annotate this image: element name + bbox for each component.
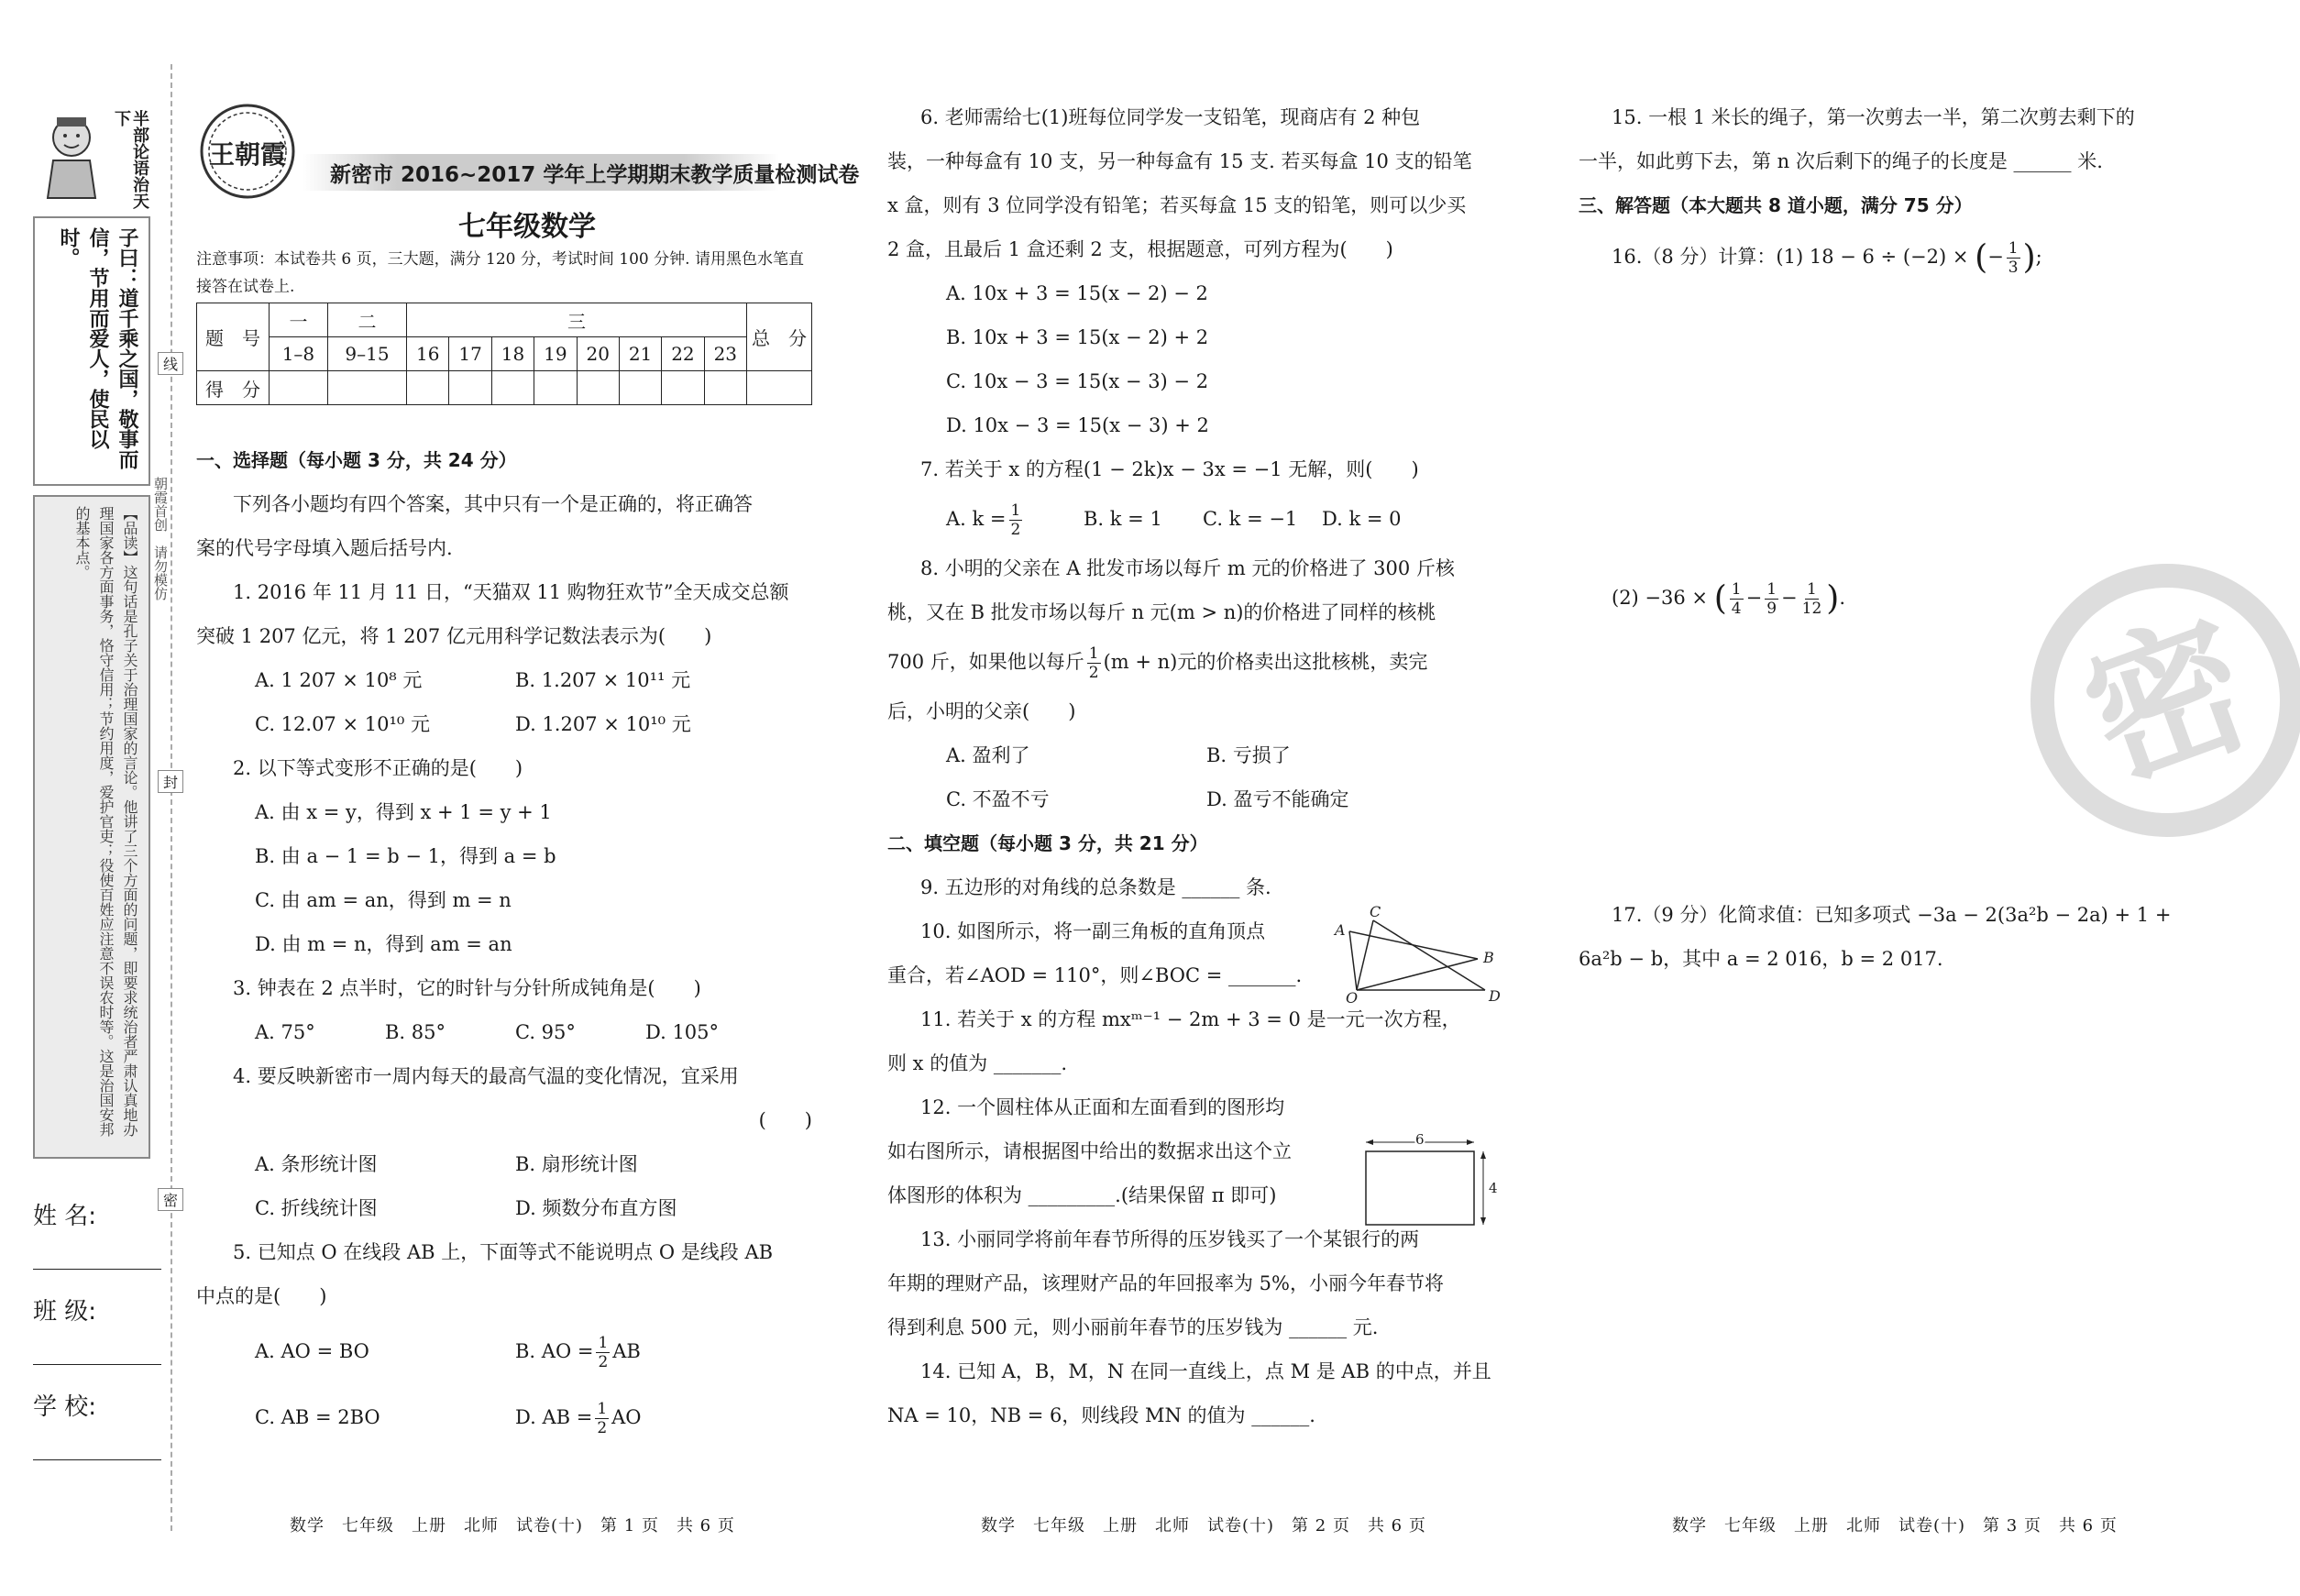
score-cell[interactable] (449, 371, 491, 405)
question-text: 12. 一个圆柱体从正面和左面看到的图形均 (920, 1096, 1285, 1118)
class-input[interactable] (33, 1364, 161, 1365)
question-text: 桃，又在 B 批发市场以每斤 n 元(m > n)的价格进了同样的核桃 (887, 601, 1436, 623)
cut-line (171, 64, 172, 1531)
page3-column: 15. 一根 1 米长的绳子，第一次剪去一半，第二次剪去剩下的 一半，如此剪下去，第 n 次后剩下的绳子的长度是 ______ 米. 三、解答题（本大题共 8 道小题，满分 75 分） 16.（8 分）计算：(1) 18 − 6 ÷ (−2) × (− $\frac{1}{3}$ ); (1579, 95, 2202, 286)
q16-part2: (2) −36 × ( $\frac{1}{4}$ − $\frac{1}{9}$ − $\frac{1}{12}$ ). (1612, 579, 1845, 618)
sidebar-banner: 半部论语治天下 (112, 110, 149, 209)
question-text: 突破 1 207 亿元，将 1 207 亿元用科学记数法表示为( ) (196, 625, 712, 647)
option-a: A. 盈利了 (946, 744, 1030, 766)
option-c: C. AB = 2BO (255, 1406, 380, 1428)
fraction (1800, 580, 1824, 618)
question-text: 3. 钟表在 2 点半时，它的时针与分针所成钝角是( ) (233, 977, 701, 999)
question-text: 则 x 的值为 _______. (887, 1052, 1068, 1074)
table-cell: 18 (491, 337, 534, 371)
publisher-logo (193, 101, 303, 202)
question-text: 700 斤，如果他以每斤 (887, 651, 1084, 673)
option-b: B. 85° (385, 1021, 446, 1043)
comment-box (33, 495, 150, 1159)
rectangle-figure (1357, 1133, 1503, 1230)
option-d (515, 1384, 642, 1450)
page3-footer: 数学 七年级 上册 北师 试卷(十) 第 3 页 共 6 页 (1672, 1516, 2118, 1535)
option-d: D. 盈亏不能确定 (1206, 788, 1349, 810)
question-text: 中点的是( ) (196, 1285, 327, 1307)
frac-num: 1 (1766, 580, 1777, 599)
question-text: 11. 若关于 x 的方程 mxᵐ⁻¹ − 2m + 3 = 0 是一元一次方程， (920, 1008, 1461, 1030)
question-text: (m + n)元的价格卖出这批核桃，卖完 (1103, 651, 1428, 673)
exam-title: 新密市 2016~2017 学年上学期期末教学质量检测试卷 (330, 163, 860, 187)
question-text: 装，一种每盒有 10 支，另一种每盒有 15 支. 若买每盒 10 支的铅笔 (887, 150, 1472, 172)
frac-den: 2 (1010, 521, 1021, 539)
watermark-char: 密 (2063, 589, 2272, 814)
fig-label-o: O (1346, 989, 1359, 1005)
page2-column (887, 95, 1503, 1437)
section-heading: 二、填空题（每小题 3 分，共 21 分） (887, 832, 1208, 854)
option-c: C. 折线统计图 (255, 1197, 378, 1219)
fraction (1087, 644, 1101, 682)
question-text: 6. 老师需给七(1)班每位同学发一支铅笔，现商店有 2 种包 (920, 106, 1421, 128)
table-cell: 16 (407, 337, 449, 371)
cartoon-figure-icon (35, 110, 108, 202)
cut-mark-seal: 封 (158, 770, 183, 793)
q17 (1579, 893, 2171, 981)
page1-footer: 数学 七年级 上册 北师 试卷(十) 第 1 页 共 6 页 (290, 1516, 735, 1535)
fig-label-d: D (1489, 987, 1501, 1005)
option-c: C. 12.07 × 10¹⁰ 元 (255, 713, 430, 735)
cut-mark-line: 线 (158, 352, 183, 375)
table-cell: 23 (704, 337, 746, 371)
question-text: 15. 一根 1 米长的绳子，第一次剪去一半，第二次剪去剩下的 (1612, 106, 2135, 128)
option-b-rhs: AB (612, 1340, 641, 1362)
class-label: 班 级: (33, 1298, 97, 1326)
quote-box (33, 216, 150, 486)
option-a: A. 75° (255, 1021, 315, 1043)
score-table (196, 303, 812, 405)
table-cell: 1–8 (270, 337, 328, 371)
question-text: 17.（9 分）化简求值：已知多项式 −3a − 2(3a²b − 2a) + 1 + (1612, 904, 2172, 926)
question-text: 体图形的体积为 _________.(结果保留 π 即可) (887, 1184, 1277, 1206)
question-text: 14. 已知 A，B，M，N 在同一直线上，点 M 是 AB 的中点，并且 (920, 1360, 1491, 1382)
fraction (2007, 239, 2020, 277)
fraction (1730, 580, 1744, 618)
answer-paren: ( ) (758, 1109, 812, 1131)
table-cell: 21 (619, 337, 661, 371)
option-a: A. 1 207 × 10⁸ 元 (255, 669, 423, 691)
question-text: 5. 已知点 O 在线段 AB 上，下面等式不能说明点 O 是线段 AB (233, 1241, 774, 1263)
right-paren: ) (1826, 579, 1840, 618)
question-text: 如右图所示，请根据图中给出的数据求出这个立 (887, 1140, 1292, 1162)
vertical-note: 朝霞首创 请勿模仿 (152, 477, 169, 600)
page2-footer: 数学 七年级 上册 北师 试卷(十) 第 2 页 共 6 页 (981, 1516, 1426, 1535)
table-header-cell: 三 (407, 303, 747, 337)
option-a-lhs: A. k = (946, 508, 1007, 530)
question-text: 后，小明的父亲( ) (887, 700, 1076, 722)
frac-num: 1 (2008, 239, 2019, 258)
frac-den: 3 (2008, 259, 2019, 277)
score-cell[interactable] (662, 371, 704, 405)
secret-watermark-icon (2030, 563, 2300, 838)
option-b: B. k = 1 (1084, 508, 1162, 530)
option-a (946, 491, 1084, 546)
option-d: D. 由 m = n，得到 am = an (255, 933, 512, 955)
table-cell: 9–15 (327, 337, 406, 371)
cut-mark-secret: 密 (158, 1188, 183, 1211)
option-b: B. 10x + 3 = 15(x − 2) + 2 (946, 326, 1209, 348)
option-a: A. AO = BO (255, 1340, 369, 1362)
question-text: 8. 小明的父亲在 A 批发市场以每斤 m 元的价格进了 300 斤核 (920, 557, 1455, 579)
notice-text: 注意事项：本试卷共 6 页，三大题，满分 120 分，考试时间 100 分钟. 请用黑色水笔直接答在试卷上. (196, 250, 804, 296)
question-text: 2 盒，且最后 1 盒还剩 2 支，根据题意，可列方程为( ) (887, 238, 1393, 260)
score-cell[interactable] (577, 371, 619, 405)
confucius-quote: 子曰：道千乘之国，敬事而信，节用而爱人，使民以时。 (57, 227, 138, 469)
question-text: 16.（8 分）计算：(1) 18 − 6 ÷ (−2) × (1612, 246, 1969, 268)
question-text: 10. 如图所示，将一副三角板的直角顶点 (920, 920, 1266, 942)
question-text: 2. 以下等式变形不正确的是( ) (233, 757, 523, 779)
question-text: NA = 10，NB = 6，则线段 MN 的值为 ______. (887, 1404, 1315, 1426)
question-text: 年期的理财产品，该理财产品的年回报率为 5%，小丽今年春节将 (887, 1272, 1444, 1294)
name-label: 姓 名: (33, 1203, 97, 1230)
right-paren: ) (2022, 238, 2036, 277)
frac-num: 1 (1010, 501, 1021, 520)
option-c: C. 10x − 3 = 15(x − 3) − 2 (946, 370, 1209, 392)
table-cell: 得 分 (197, 371, 270, 405)
question-text: 案的代号字母填入题后括号内. (196, 537, 453, 559)
frac-den: 2 (598, 1353, 609, 1371)
option-c: C. 不盈不亏 (946, 788, 1050, 810)
option-d-lhs: D. AB = (515, 1406, 593, 1428)
table-cell: 17 (449, 337, 491, 371)
score-cell[interactable] (619, 371, 661, 405)
question-text: 9. 五边形的对角线的总条数是 ______ 条. (920, 876, 1271, 898)
fig-label-c: C (1370, 904, 1381, 920)
table-header-cell: 总 分 (747, 303, 812, 371)
question-text: 得到利息 500 元，则小丽前年春节的压岁钱为 ______ 元. (887, 1316, 1379, 1338)
svg-text:王朝霞: 王朝霞 (208, 139, 287, 170)
score-cell[interactable] (270, 371, 328, 405)
fraction (596, 1334, 610, 1371)
question-text: (2) −36 × (1612, 587, 1709, 609)
option-c: C. 由 am = an，得到 m = n (255, 889, 512, 911)
frac-den: 12 (1801, 600, 1822, 618)
table-header-cell: 一 (270, 303, 328, 337)
question-text: 7. 若关于 x 的方程(1 − 2k)x − 3x = −1 无解，则( ) (920, 458, 1419, 480)
option-d: D. 10x − 3 = 15(x − 3) + 2 (946, 414, 1209, 436)
option-b: B. 1.207 × 10¹¹ 元 (515, 669, 691, 691)
table-header-cell: 二 (327, 303, 406, 337)
triangle-figure (1329, 904, 1513, 1005)
score-cell[interactable] (534, 371, 577, 405)
frac-num: 1 (598, 1334, 609, 1352)
rect-width-label: 6 (1415, 1133, 1425, 1148)
subject-title: 七年级数学 (458, 211, 596, 243)
option-d: D. 105° (645, 1021, 720, 1043)
option-d: D. 1.207 × 10¹⁰ 元 (515, 713, 691, 735)
frac-den: 4 (1731, 600, 1742, 618)
option-b (515, 1318, 641, 1384)
frac-num: 1 (1731, 580, 1742, 599)
option-d: D. k = 0 (1322, 508, 1402, 530)
option-a: A. 条形统计图 (255, 1153, 378, 1175)
left-paren: ( (1713, 579, 1727, 618)
comment-text: 【品读】这句话是孔子关于治理国家的言论。他讲了三个方面的问题，即要求统治者严肃认真地办理国家各方面事务，恪守信用；节约用度，爱护官吏；役使百姓应注意不误农时等。这是治国安邦的基本点。 (73, 506, 138, 1137)
name-input[interactable] (33, 1269, 161, 1270)
question-text: x 盒，则有 3 位同学没有铅笔；若买每盒 15 支的铅笔，则可以少买 (887, 194, 1467, 216)
section-heading: 一、选择题（每小题 3 分，共 24 分） (196, 449, 517, 471)
rect-height-label: 4 (1489, 1180, 1498, 1196)
score-cell[interactable] (491, 371, 534, 405)
left-paren: ( (1975, 238, 1988, 277)
school-label: 学 校: (33, 1393, 97, 1421)
fraction (1765, 580, 1778, 618)
score-cell[interactable] (747, 371, 812, 405)
frac-den: 2 (1088, 664, 1099, 682)
table-cell: 22 (662, 337, 704, 371)
fig-label-b: B (1483, 949, 1494, 966)
minus-sign: − (1987, 246, 2004, 268)
option-b: B. 亏损了 (1206, 744, 1291, 766)
fig-label-a: A (1335, 921, 1346, 939)
question-text: 13. 小丽同学将前年春节所得的压岁钱买了一个某银行的两 (920, 1228, 1420, 1250)
option-c: C. 95° (515, 1021, 576, 1043)
option-b-lhs: B. AO = (515, 1340, 594, 1362)
fraction (1009, 501, 1023, 539)
score-cell[interactable] (704, 371, 746, 405)
fraction (595, 1400, 609, 1437)
frac-den: 2 (597, 1419, 608, 1437)
question-text: 下列各小题均有四个答案，其中只有一个是正确的，将正确答 (233, 493, 753, 515)
question-text: 重合，若∠AOD = 110°，则∠BOC = _______. (887, 964, 1303, 986)
option-d: D. 频数分布直方图 (515, 1197, 677, 1219)
frac-den: 9 (1766, 600, 1777, 618)
option-c: C. k = −1 (1203, 508, 1298, 530)
table-cell: 20 (577, 337, 619, 371)
frac-num: 1 (597, 1400, 608, 1418)
question-text: 6a²b − b，其中 a = 2 016，b = 2 017. (1579, 948, 1943, 970)
option-a: A. 由 x = y，得到 x + 1 = y + 1 (255, 801, 552, 823)
option-b: B. 由 a − 1 = b − 1，得到 a = b (255, 845, 556, 867)
section-heading: 三、解答题（本大题共 8 道小题，满分 75 分） (1579, 194, 1973, 216)
score-cell[interactable] (407, 371, 449, 405)
score-cell[interactable] (327, 371, 406, 405)
option-d-rhs: AO (611, 1406, 642, 1428)
page1-column (196, 438, 820, 1450)
question-text: 一半，如此剪下去，第 n 次后剩下的绳子的长度是 ______ 米. (1579, 150, 2103, 172)
frac-num: 1 (1088, 644, 1099, 663)
school-input[interactable] (33, 1459, 161, 1460)
option-b: B. 扇形统计图 (515, 1153, 638, 1175)
question-text: 1. 2016 年 11 月 11 日，“天猫双 11 购物狂欢节”全天成交总额 (233, 581, 789, 603)
table-cell: 19 (534, 337, 577, 371)
question-text: 4. 要反映新密市一周内每天的最高气温的变化情况，宜采用 (233, 1065, 739, 1087)
frac-num: 1 (1807, 580, 1817, 599)
option-a: A. 10x + 3 = 15(x − 2) − 2 (946, 282, 1208, 304)
table-header-cell: 题 号 (197, 303, 270, 371)
